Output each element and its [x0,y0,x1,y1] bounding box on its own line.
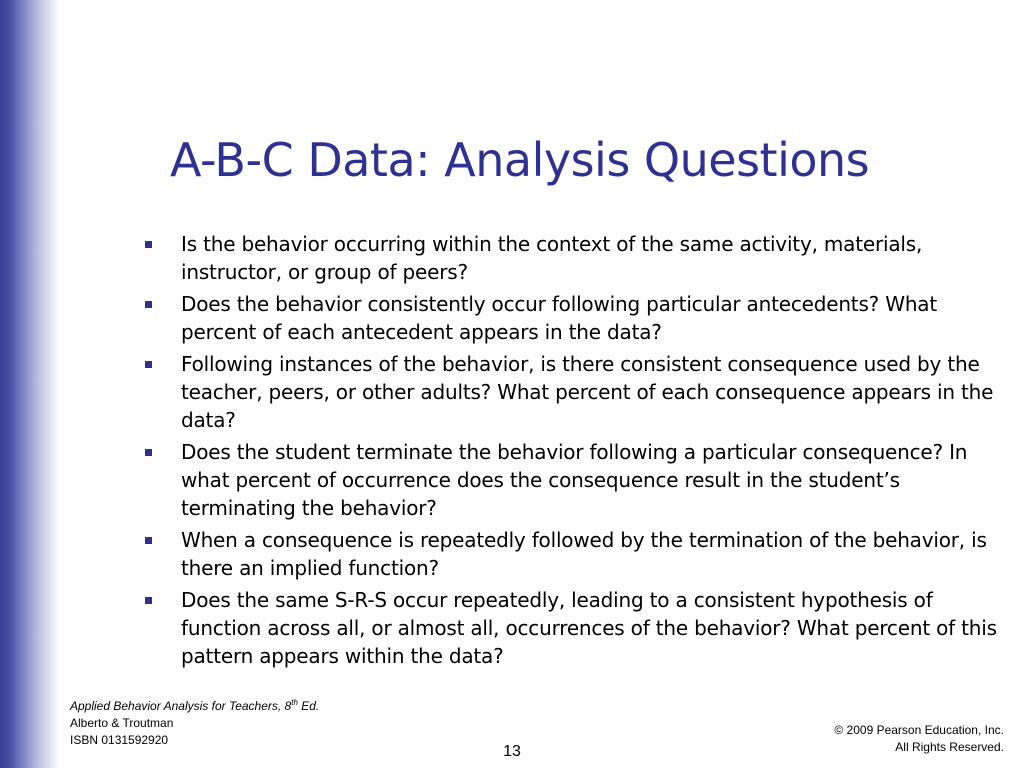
footer-isbn: ISBN 0131592920 [70,733,169,747]
square-bullet-icon [145,301,152,308]
book-title-text: Applied Behavior Analysis for Teachers, 8 [70,699,292,713]
square-bullet-icon [145,537,152,544]
book-title-edition: Ed. [297,699,320,713]
bullet-text: Following instances of the behavior, is there consistent consequence used by the teacher, peers, or other adults? What percent of each consequence appears in the data? [181,352,994,432]
bullet-text: Does the behavior consistently occur following particular antecedents? What percent of each antecedent appears in the data? [181,292,937,344]
bullet-item [181,438,1006,522]
bullet-item [181,290,1006,346]
bullet-text: When a consequence is repeatedly followed by the termination of the behavior, is there an implied function? [181,528,987,580]
side-gradient-band [0,0,60,768]
bullet-text: Is the behavior occurring within the context of the same activity, materials, instructor, or group of peers? [181,232,923,284]
square-bullet-icon [145,361,152,368]
bullet-text: Does the same S-R-S occur repeatedly, leading to a consistent hypothesis of function across all, or almost all, occurrences of the behavior? What percent of this pattern appears within the data? [181,588,997,668]
footer-authors: Alberto & Troutman [70,716,174,730]
bullet-item [181,350,1006,434]
bullet-item [181,586,1006,670]
page-number: 13 [503,743,521,760]
square-bullet-icon [145,241,152,248]
slide-title: A-B-C Data: Analysis Questions [170,133,870,187]
footer-book-info [70,698,319,749]
book-title-superscript: th [291,698,298,707]
bullet-list [181,230,1006,674]
bullet-item [181,230,1006,286]
footer-book-title [70,698,319,715]
bullet-item [181,526,1006,582]
square-bullet-icon [145,449,152,456]
bullet-text: Does the student terminate the behavior following a particular consequence? In what percent of occurrence does the consequence result in the student’s terminating the behavior? [181,440,968,520]
footer-copyright [834,722,1004,756]
copyright-line: © 2009 Pearson Education, Inc. [834,723,1004,737]
rights-line: All Rights Reserved. [895,740,1004,754]
square-bullet-icon [145,597,152,604]
